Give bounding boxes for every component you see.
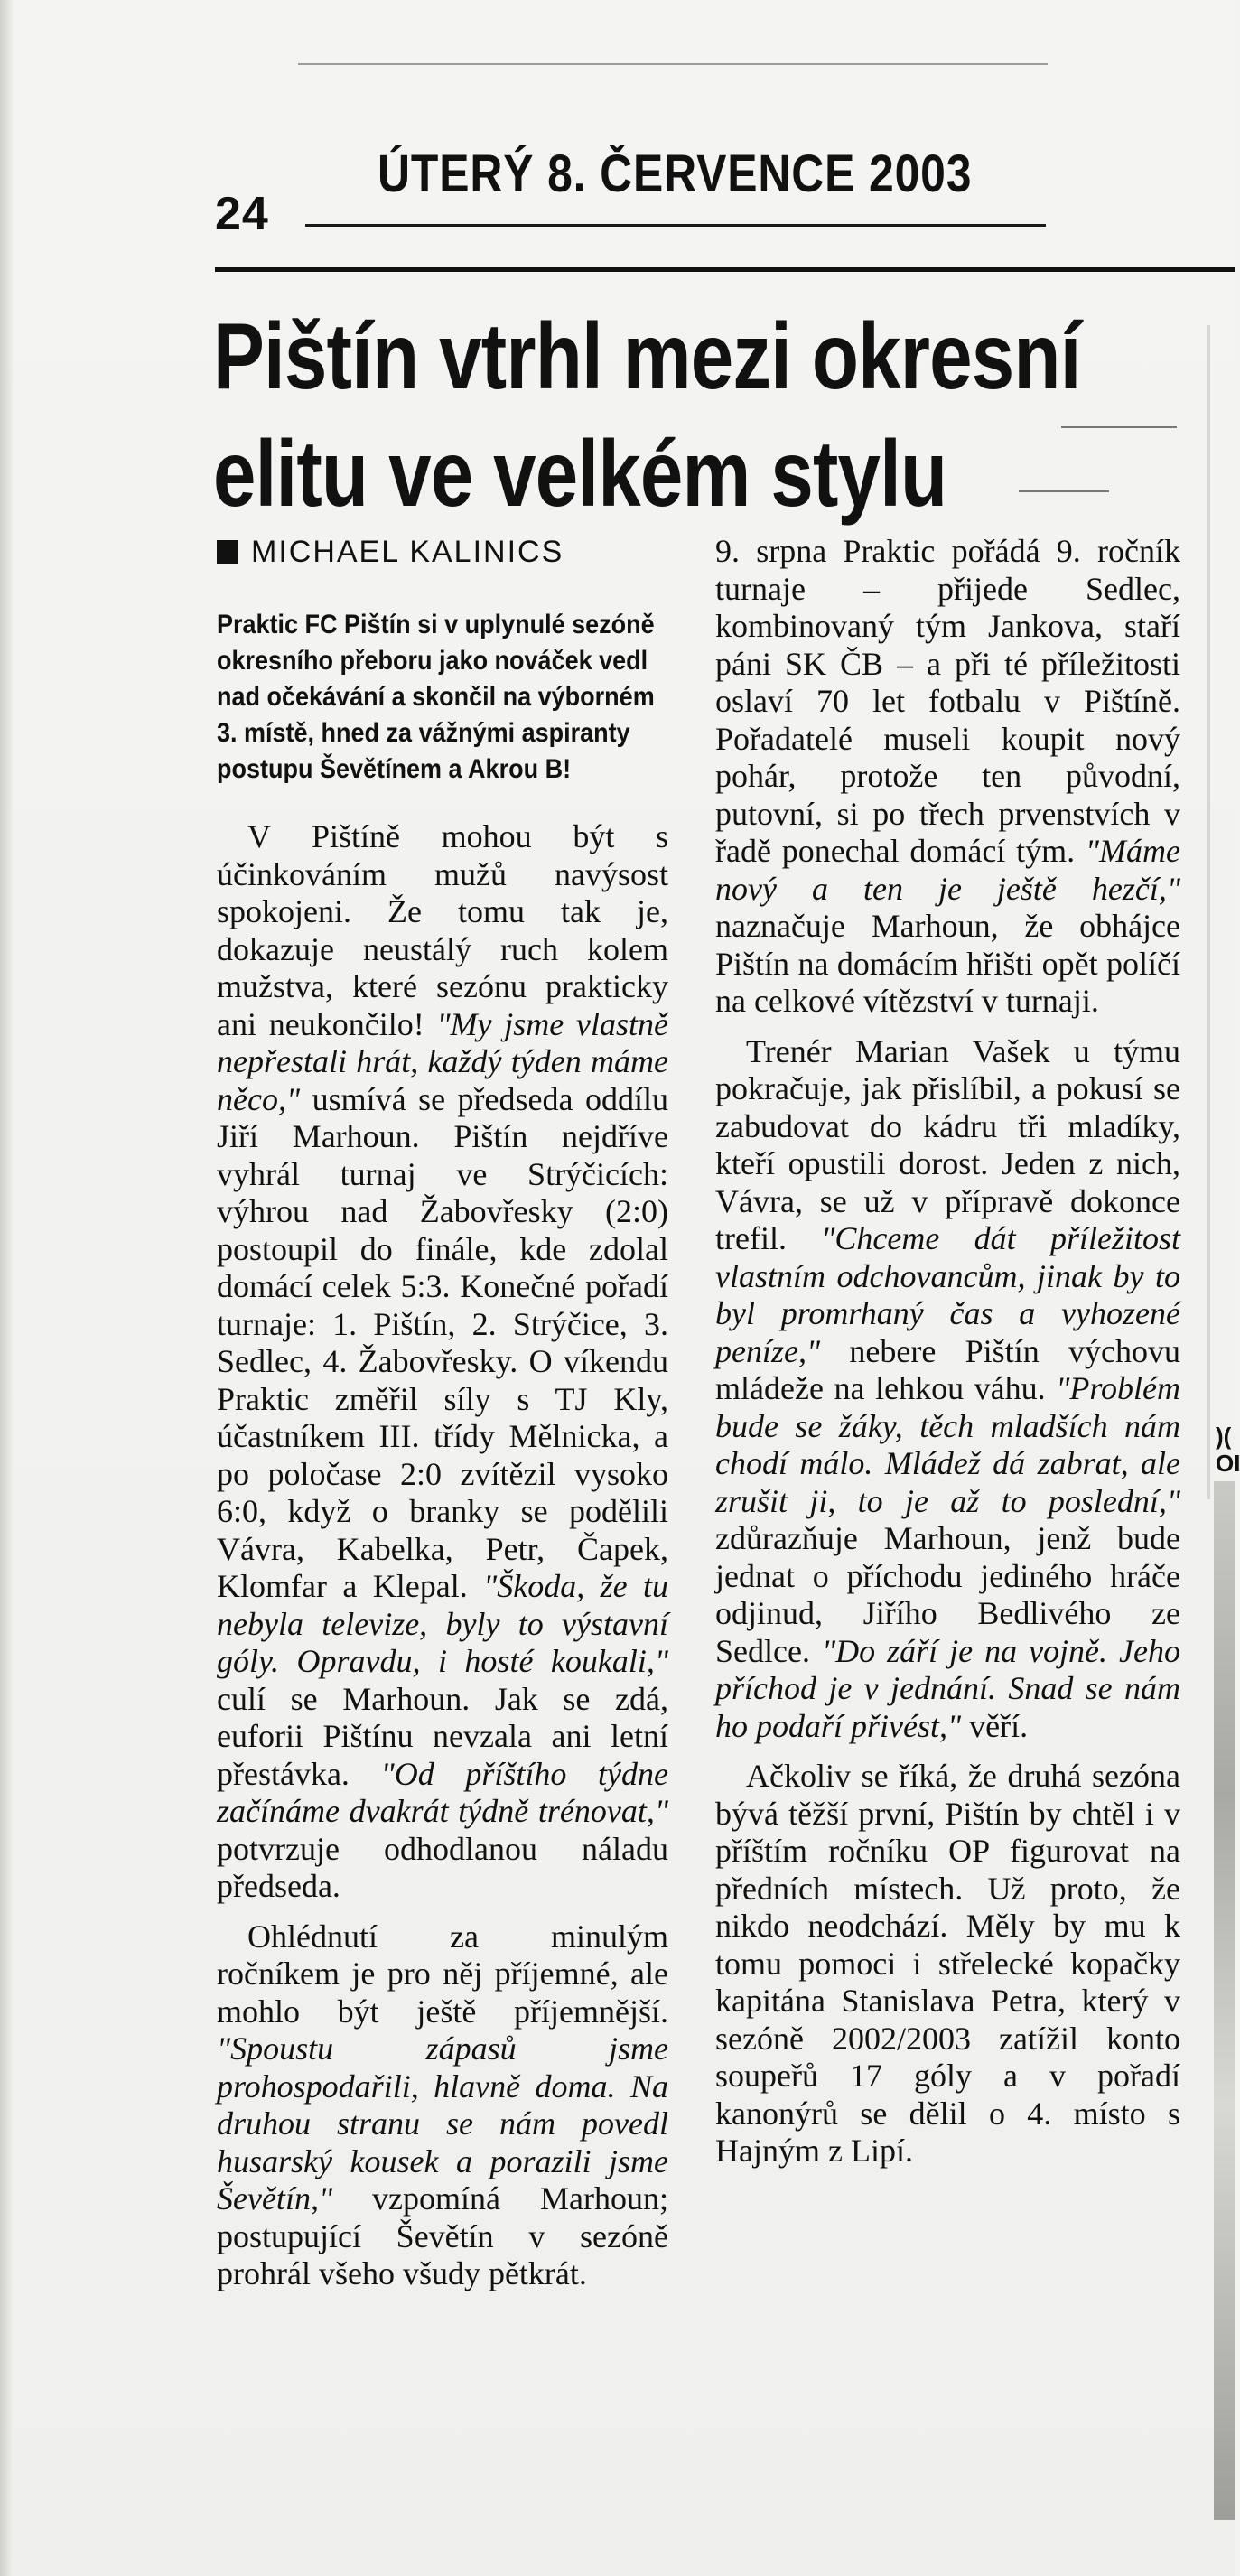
quote-text: "Máme nový a ten je ještě hezčí," — [715, 833, 1180, 907]
headline-decor-rule — [1019, 490, 1109, 492]
quote-text: "Od příštího týdne začínáme dvakrát týdně trénovat," — [217, 1755, 668, 1829]
headline-line-1: Pištín vtrhl mezi okresní — [213, 304, 1081, 409]
paragraph-text: naznačuje Marhoun, že obhájce Pištín na domácím hřišti opět políčí na celkové vítězství v turnaji. — [715, 908, 1180, 1019]
top-faint-rule — [298, 63, 1048, 65]
section-rule — [215, 267, 1235, 272]
header-rule — [305, 224, 1046, 227]
issue-date: ÚTERÝ 8. ČERVENCE 2003 — [378, 145, 973, 203]
body-text-left — [217, 818, 668, 2293]
article-paragraph — [715, 533, 1180, 1021]
paragraph-text: usmívá se předseda oddílu Jiří Marhoun. Pištín nejdříve vyhrál turnaj ve Strýčicích: výhrou nad Žabovřesky (2:0) postoupil do finále, kde zdolal domácí celek 5:3. Konečné pořadí turnaje: 1. Pištín, 2. Strýčice, 3. Sedlec, 4. Žabovřesky. O víkendu Praktic změřil síly s TJ Kly, účastníkem III. třídy Mělnicka, a po poločase 2:0 zvítězil vysoko 6:0, když o branky se podělili Vávra, Kabelka, Petr, Čapek, Klomfar a Klepal. — [217, 1080, 668, 1604]
paragraph-text: 9. srpna Praktic pořádá 9. ročník turnaje – přijede Sedlec, kombinovaný tým Jankova, staří páni SK ČB – a při té příležitosti oslaví 70 let fotbalu v Pištíně. Pořadatelé museli koupit nový pohár, protože ten původní, putovní, si po třech prvenstvích v řadě ponechal domácí tým. — [715, 533, 1180, 869]
byline-square-icon — [217, 540, 238, 564]
paragraph-text: Ačkoliv se říká, že druhá sezóna bývá těžší první, Pištín by chtěl i v příštím ročníku OP figurovat na předních místech. Už proto, že nikdo neodchází. Měly by mu k tomu pomoci i střelecké kopačky kapitána Stanislava Petra, který v sezóně 2002/2003 zatížil konto soupeřů 17 góly a v pořadí kanonýrů se dělil o 4. místo s Hajným z Lipí. — [715, 1758, 1180, 2169]
adjacent-article-fragment: )( — [1216, 1423, 1232, 1450]
paragraph-text: vzpomíná Marhoun; postupující Ševětín v sezóně prohrál všeho všudy pětkrát. — [217, 2180, 668, 2291]
quote-text: "Škoda, že tu nebyla televize, byly to výstavní góly. Opravdu, i hosté koukali," — [217, 1568, 668, 1679]
paragraph-text: nebere Pištín výchovu mládeže na lehkou váhu. — [715, 1332, 1180, 1406]
quote-text: "Problém bude se žáky, těch mladších nám chodí málo. Mládež dá zabrat, ale zrušit ji, to je až to poslední," — [715, 1370, 1180, 1519]
paragraph-text: Trenér Marian Vašek u týmu pokračuje, jak přislíbil, a pokusí se zabudovat do kádru tři mladíky, kteří opustili dorost. Jeden z nich, Vávra, se už v přípravě dokonce trefil. — [715, 1032, 1180, 1256]
quote-text: "My jsme vlastně nepřestali hrát, každý týden máme něco," — [217, 1005, 668, 1117]
paragraph-text: V Pištíně mohou být s účinkováním mužů navýsost spokojeni. Že tomu tak je, dokazuje neustálý ruch kolem mužstva, které sezónu prakticky ani neukončilo! — [217, 818, 668, 1042]
adjacent-photo-edge — [1214, 1481, 1235, 2520]
article-paragraph — [715, 1033, 1180, 1746]
article-headline — [213, 298, 1081, 533]
article-paragraph — [715, 1758, 1180, 2170]
adjacent-article-fragment: OI — [1216, 1450, 1240, 1477]
author-name: MICHAEL KALINICS — [251, 535, 564, 569]
quote-text: "Spoustu zápasů jsme prohospodařili, hlavně doma. Na druhou stranu se nám povedl husarský kousek a porazili jsme Ševětín," — [217, 2030, 668, 2217]
page-edge-shadow — [0, 0, 13, 2576]
quote-text: "Do září je na vojně. Jeho příchod je v jednání. Snad se nám ho podaří přivést," — [715, 1632, 1180, 1744]
page-number: 24 — [215, 188, 269, 240]
article-column-left — [217, 533, 668, 2293]
body-text-right — [715, 533, 1180, 2170]
paragraph-text: zdůrazňuje Marhoun, jenž bude jednat o příchodu jediného hráče odjinud, Jiřího Bedlivého ze Sedlce. — [715, 1520, 1180, 1669]
quote-text: "Chceme dát příležitost vlastním odchovancům, jinak by to byl promrhaný čas a vyhozené peníze," — [715, 1220, 1180, 1369]
paragraph-text: potvrzuje odhodlanou náladu předseda. — [217, 1830, 668, 1904]
article-lead: Praktic FC Pištín si v uplynulé sezóně okresního přeboru jako nováček vedl nad očekávání a skončil na výborném 3. místě, hned za vážnými aspiranty postupu Ševětínem a Akrou B! — [217, 610, 655, 784]
paragraph-text: culí se Marhoun. Jak se zdá, euforii Pištínu nevzala ani letní přestávka. — [217, 1680, 668, 1792]
paragraph-text: věří. — [961, 1707, 1029, 1744]
headline-line-2: elitu ve velkém stylu — [213, 422, 947, 527]
paragraph-text: Ohlédnutí za minulým ročníkem je pro něj příjemné, ale mohlo být ještě příjemnější. — [217, 1918, 668, 2030]
article-paragraph — [217, 1918, 668, 2293]
column-border-right — [1207, 325, 1210, 1499]
article-paragraph — [217, 818, 668, 1906]
article-column-right — [715, 533, 1180, 2170]
byline — [217, 533, 668, 571]
headline-decor-rule — [1061, 426, 1177, 428]
